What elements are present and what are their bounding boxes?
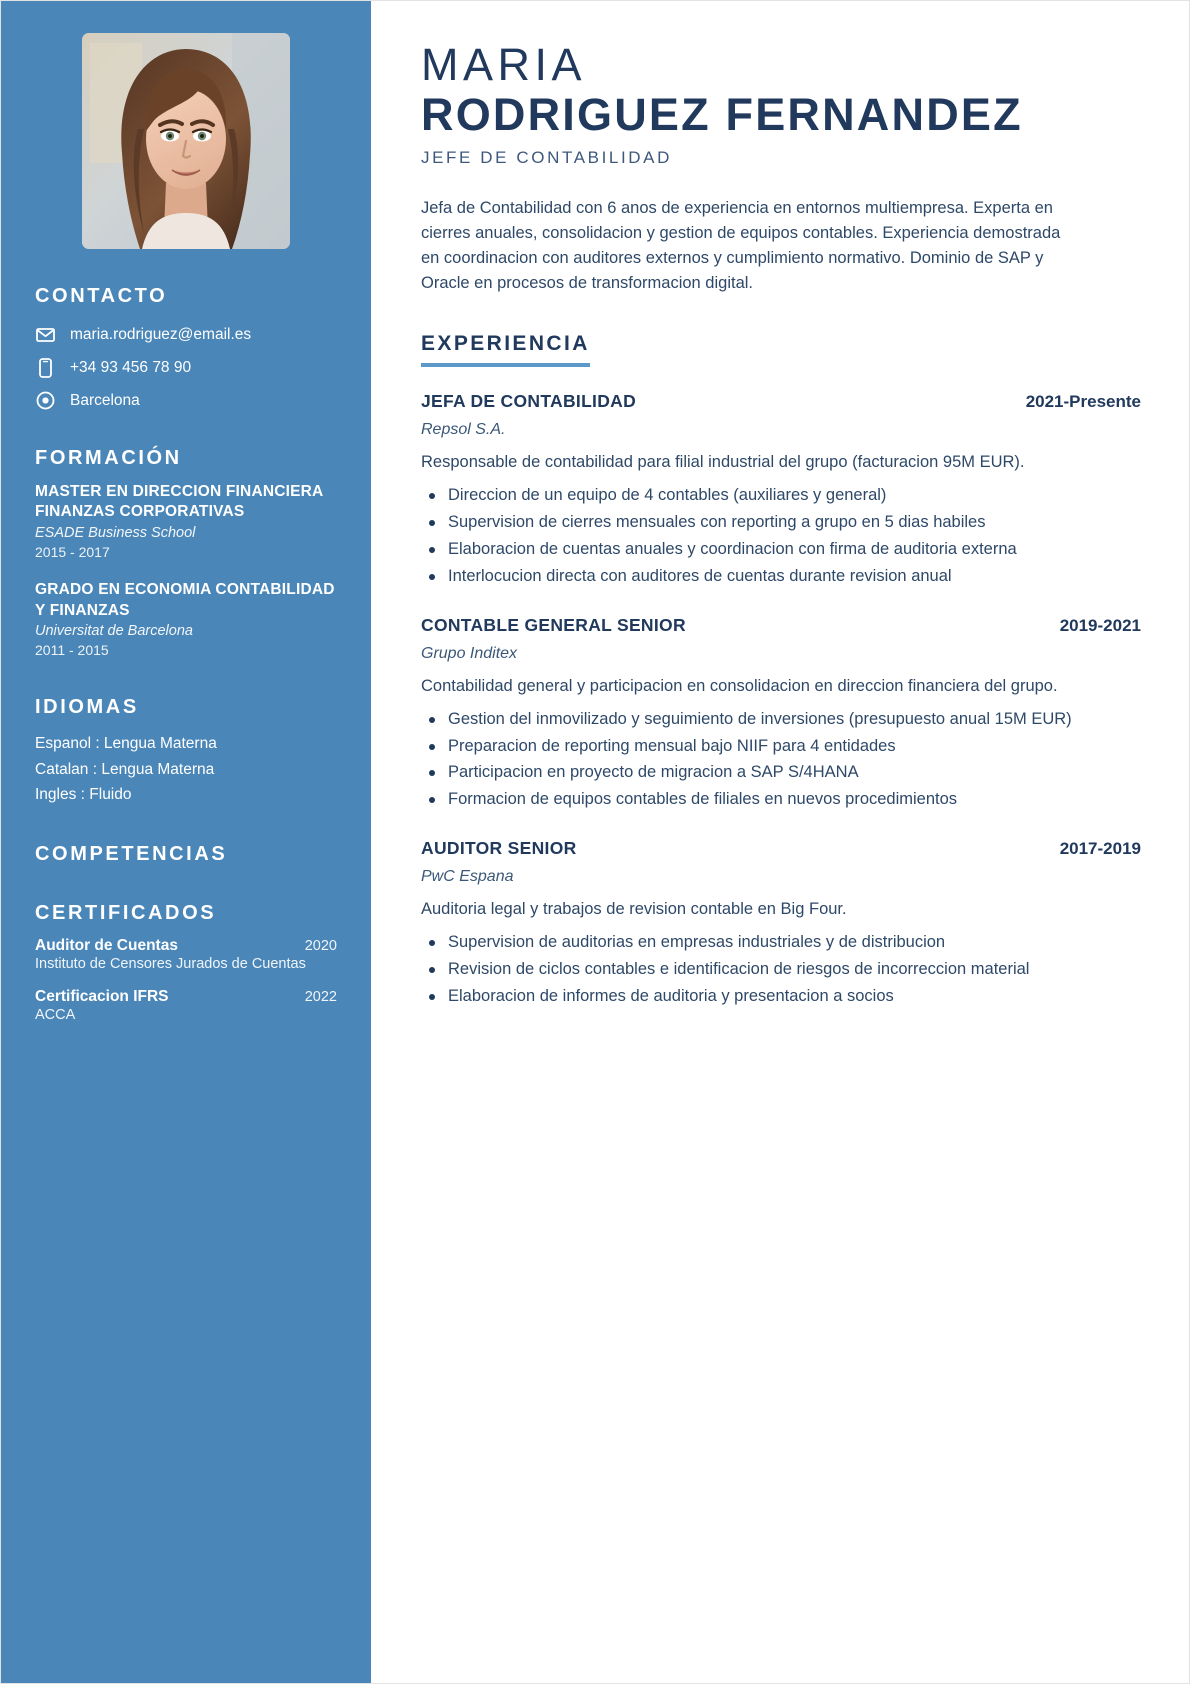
experience-dates: 2021-Presente bbox=[1025, 392, 1141, 412]
experience-bullet: Supervision de auditorias en empresas industriales y de distribucion bbox=[421, 931, 1141, 955]
contact-email-row[interactable] bbox=[35, 324, 337, 345]
certificate-name: Auditor de Cuentas bbox=[35, 936, 178, 954]
education-school: ESADE Business School bbox=[35, 524, 196, 541]
experience-dates: 2019-2021 bbox=[1059, 615, 1141, 635]
education-degree: GRADO EN ECONOMIA CONTABILIDAD Y FINANZAS bbox=[35, 581, 335, 619]
experience-bullet: Formacion de equipos contables de filiales en nuevos procedimientos bbox=[421, 788, 1141, 812]
certificate-item bbox=[35, 937, 337, 975]
certificate-item bbox=[35, 988, 337, 1026]
experience-item-header bbox=[421, 391, 1141, 412]
sidebar bbox=[1, 1, 371, 1683]
first-name: MARIA bbox=[421, 39, 587, 90]
contact-email-value: maria.rodriguez@email.es bbox=[70, 325, 252, 343]
experience-description: Responsable de contabilidad para filial industrial del grupo (facturacion 95M EUR). bbox=[421, 453, 1025, 472]
contact-phone-value: +34 93 456 78 90 bbox=[70, 358, 192, 376]
experience-item bbox=[421, 391, 1141, 588]
experience-bullet: Gestion del inmovilizado y seguimiento de inversiones (presupuesto anual 15M EUR) bbox=[421, 708, 1141, 732]
language-item: Espanol : Lengua Materna bbox=[35, 735, 217, 753]
experience-item-header bbox=[421, 838, 1141, 859]
experience-bullet: Interlocucion directa con auditores de cuentas durante revision anual bbox=[421, 565, 1141, 589]
envelope-icon bbox=[35, 324, 56, 345]
certificate-year: 2022 bbox=[304, 989, 337, 1006]
avatar-illustration bbox=[82, 33, 290, 249]
contact-phone-row[interactable] bbox=[35, 357, 337, 378]
profile-photo-container bbox=[35, 1, 337, 249]
education-years: 2011 - 2015 bbox=[35, 642, 109, 659]
language-item: Ingles : Fluido bbox=[35, 785, 132, 803]
phone-icon bbox=[35, 357, 56, 378]
experience-bullets bbox=[421, 931, 1141, 1009]
experience-company: Grupo Inditex bbox=[421, 644, 518, 662]
experience-bullet: Supervision de cierres mensuales con reporting a grupo en 5 dias habiles bbox=[421, 511, 1141, 535]
contact-location-row[interactable] bbox=[35, 390, 337, 411]
languages-heading: IDIOMAS bbox=[35, 696, 139, 719]
experience-heading: EXPERIENCIA bbox=[421, 332, 590, 367]
experience-bullet: Revision de ciclos contables e identificacion de riesgos de incorreccion material bbox=[421, 958, 1141, 982]
professional-summary: Jefa de Contabilidad con 6 anos de experiencia en entornos multiempresa. Experta en cierres anuales, consolidacion y gestion de equipos contables. Experiencia demostrada en coordinacion con auditores externos y cumplimiento normativo. Dominio de SAP y Oracle en procesos de transformacion digital. bbox=[421, 199, 1061, 293]
experience-bullet: Direccion de un equipo de 4 contables (auxiliares y general) bbox=[421, 484, 1141, 508]
certificate-org: Instituto de Censores Jurados de Cuentas bbox=[35, 955, 306, 972]
education-heading: FORMACIÓN bbox=[35, 447, 182, 469]
experience-role: AUDITOR SENIOR bbox=[421, 838, 577, 859]
experience-item bbox=[421, 838, 1141, 1009]
profile-photo bbox=[82, 33, 290, 249]
certificate-year: 2020 bbox=[304, 937, 337, 954]
experience-role: JEFA DE CONTABILIDAD bbox=[421, 391, 637, 412]
experience-company: PwC Espana bbox=[421, 868, 514, 886]
experience-item-header bbox=[421, 615, 1141, 636]
contact-heading: CONTACTO bbox=[35, 285, 168, 307]
education-degree: MASTER EN DIRECCION FINANCIERA FINANZAS CORPORATIVAS bbox=[35, 483, 323, 521]
experience-description: Auditoria legal y trabajos de revision contable en Big Four. bbox=[421, 900, 847, 919]
location-pin-icon bbox=[35, 390, 56, 411]
certificate-name: Certificacion IFRS bbox=[35, 988, 169, 1006]
language-item: Catalan : Lengua Materna bbox=[35, 760, 215, 778]
certificates-heading: CERTIFICADOS bbox=[35, 901, 217, 924]
skills-heading: COMPETENCIAS bbox=[35, 842, 228, 865]
education-item bbox=[35, 580, 337, 660]
education-school: Universitat de Barcelona bbox=[35, 623, 193, 640]
contact-location-value: Barcelona bbox=[70, 391, 140, 409]
certificate-org: ACCA bbox=[35, 1007, 76, 1024]
experience-description: Contabilidad general y participacion en consolidacion en direccion financiera del grupo. bbox=[421, 676, 1058, 695]
experience-bullet: Elaboracion de cuentas anuales y coordinacion con firma de auditoria externa bbox=[421, 538, 1141, 562]
experience-role: CONTABLE GENERAL SENIOR bbox=[421, 614, 686, 635]
job-title: JEFE DE CONTABILIDAD bbox=[421, 148, 672, 168]
last-name: RODRIGUEZ FERNANDEZ bbox=[421, 88, 1023, 140]
experience-company: Repsol S.A. bbox=[421, 421, 506, 439]
experience-bullets bbox=[421, 484, 1141, 589]
experience-bullet: Participacion en proyecto de migracion a SAP S/4HANA bbox=[421, 761, 1141, 785]
main-content bbox=[371, 1, 1189, 1683]
education-item bbox=[35, 482, 337, 562]
experience-bullet: Preparacion de reporting mensual bajo NIIF para 4 entidades bbox=[421, 735, 1141, 759]
education-years: 2015 - 2017 bbox=[35, 543, 110, 560]
experience-dates: 2017-2019 bbox=[1059, 839, 1141, 859]
experience-bullet: Elaboracion de informes de auditoria y presentacion a socios bbox=[421, 985, 1141, 1009]
experience-bullets bbox=[421, 708, 1141, 813]
experience-item bbox=[421, 615, 1141, 812]
